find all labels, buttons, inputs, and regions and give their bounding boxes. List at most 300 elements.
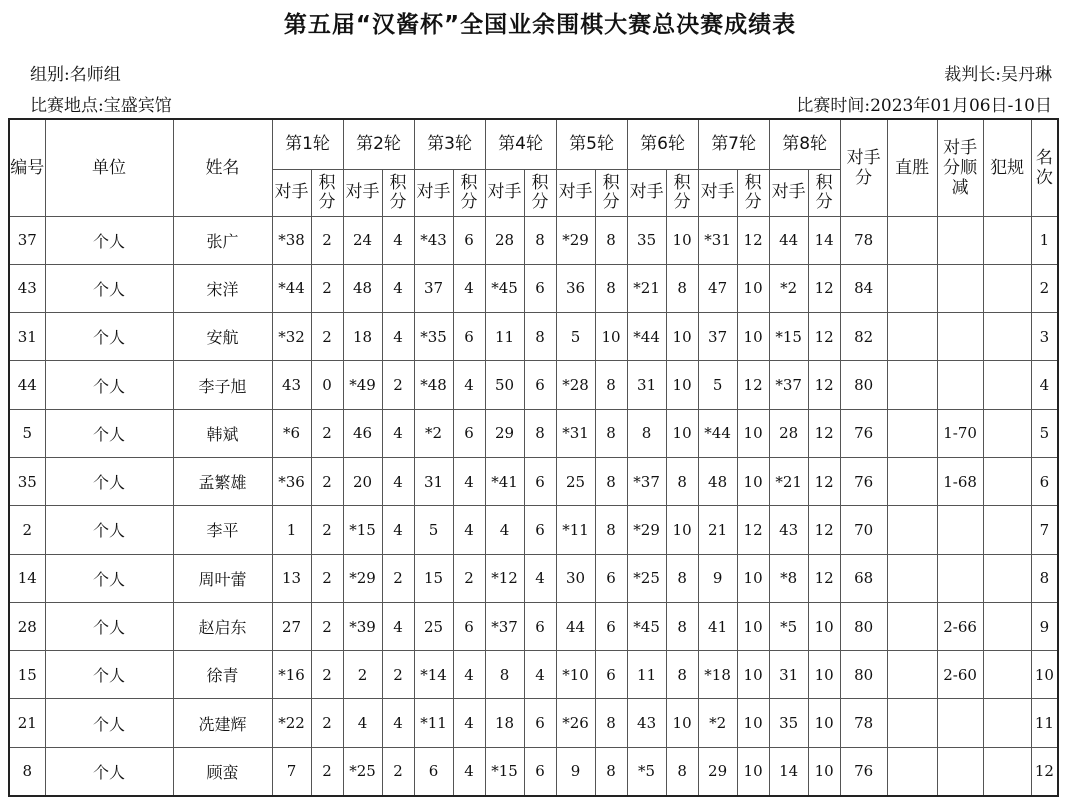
cell-points: 4 [524,554,556,602]
cell-points: 4 [453,699,485,747]
cell-points: 6 [524,506,556,554]
cell-opponent: *35 [414,313,453,361]
cell-opponent: 50 [485,361,524,409]
cell-name: 安航 [173,313,272,361]
cell-points: 8 [666,602,698,650]
cell-points: 10 [808,651,840,699]
cell-rank: 4 [1031,361,1058,409]
results-table [8,118,1059,797]
cell-opponent: 36 [556,264,595,312]
date-label: 比赛时间:2023年01月06日-10日 [796,96,1052,116]
cell-opponent: 6 [414,747,453,795]
cell-direct-win [887,747,937,795]
cell-points: 6 [524,747,556,795]
cell-rank: 7 [1031,506,1058,554]
cell-opponent: 41 [698,602,737,650]
cell-opponent-tiebreak [937,264,983,312]
cell-points: 0 [311,361,343,409]
cell-opponent: *15 [343,506,382,554]
cell-points: 2 [311,554,343,602]
cell-opponent: 18 [343,313,382,361]
cell-opponent: 15 [414,554,453,602]
cell-points: 10 [808,699,840,747]
cell-points: 2 [382,554,414,602]
subheader-opponent: 对手 [343,169,382,216]
cell-opponent-score: 84 [840,264,887,312]
cell-opponent: 47 [698,264,737,312]
header-round-3: 第3轮 [414,119,485,169]
cell-opponent: *28 [556,361,595,409]
cell-opponent: 48 [343,264,382,312]
header-unit: 单位 [45,119,173,216]
results-body [9,216,1058,796]
cell-opponent: 5 [414,506,453,554]
subheader-points: 积分 [808,169,840,216]
cell-opponent: 25 [414,602,453,650]
header-round-1: 第1轮 [272,119,343,169]
cell-points: 2 [311,747,343,795]
cell-points: 10 [666,313,698,361]
cell-points: 4 [453,747,485,795]
cell-foul [983,554,1031,602]
cell-opponent: *11 [414,699,453,747]
cell-opponent: 29 [485,409,524,457]
cell-opponent-score: 70 [840,506,887,554]
cell-foul [983,506,1031,554]
cell-opponent: 21 [698,506,737,554]
cell-opponent-score: 80 [840,602,887,650]
cell-opponent: *25 [343,747,382,795]
cell-direct-win [887,313,937,361]
cell-opponent: 8 [627,409,666,457]
cell-opponent: 25 [556,457,595,505]
cell-points: 8 [666,554,698,602]
cell-unit: 个人 [45,554,173,602]
cell-opponent: *49 [343,361,382,409]
cell-unit: 个人 [45,506,173,554]
cell-opponent: *36 [272,457,311,505]
cell-points: 4 [382,216,414,264]
cell-opponent: 37 [414,264,453,312]
cell-points: 2 [311,699,343,747]
cell-opponent: *48 [414,361,453,409]
cell-rank: 12 [1031,747,1058,795]
cell-opponent-tiebreak [937,313,983,361]
cell-opponent: *31 [556,409,595,457]
cell-opponent: 14 [769,747,808,795]
cell-points: 10 [666,506,698,554]
cell-opponent: 8 [485,651,524,699]
cell-foul [983,602,1031,650]
cell-points: 6 [453,216,485,264]
subheader-points: 积分 [595,169,627,216]
cell-number: 21 [9,699,45,747]
cell-points: 2 [382,651,414,699]
cell-number: 8 [9,747,45,795]
cell-opponent: *6 [272,409,311,457]
cell-name: 张广 [173,216,272,264]
cell-points: 2 [311,216,343,264]
cell-opponent: *12 [485,554,524,602]
cell-points: 10 [666,699,698,747]
cell-opponent: *5 [627,747,666,795]
subheader-opponent: 对手 [272,169,311,216]
cell-name: 韩斌 [173,409,272,457]
cell-points: 6 [524,264,556,312]
cell-opponent: 28 [769,409,808,457]
cell-name: 冼建辉 [173,699,272,747]
cell-points: 10 [737,264,769,312]
cell-opponent: *5 [769,602,808,650]
cell-points: 4 [382,409,414,457]
cell-points: 12 [808,264,840,312]
cell-points: 12 [808,554,840,602]
cell-points: 6 [595,651,627,699]
cell-opponent: *38 [272,216,311,264]
cell-points: 2 [382,747,414,795]
cell-number: 5 [9,409,45,457]
cell-opponent: *22 [272,699,311,747]
cell-name: 徐青 [173,651,272,699]
cell-foul [983,457,1031,505]
cell-opponent-tiebreak: 1-70 [937,409,983,457]
cell-opponent: 43 [272,361,311,409]
cell-opponent-tiebreak [937,747,983,795]
cell-rank: 5 [1031,409,1058,457]
cell-points: 12 [737,216,769,264]
cell-opponent: 30 [556,554,595,602]
cell-number: 43 [9,264,45,312]
cell-name: 李平 [173,506,272,554]
cell-opponent: 37 [698,313,737,361]
cell-opponent: 20 [343,457,382,505]
cell-opponent: 18 [485,699,524,747]
cell-points: 6 [453,313,485,361]
cell-rank: 11 [1031,699,1058,747]
page-title: 第五届“汉酱杯”全国业余围棋大赛总决赛成绩表 [283,12,797,38]
header-round-6: 第6轮 [627,119,698,169]
subheader-points: 积分 [453,169,485,216]
cell-points: 8 [595,747,627,795]
cell-opponent: *21 [627,264,666,312]
cell-unit: 个人 [45,361,173,409]
cell-opponent: 5 [698,361,737,409]
table-row [9,313,1058,361]
table-row [9,554,1058,602]
cell-points: 4 [453,506,485,554]
cell-points: 8 [595,409,627,457]
cell-foul [983,747,1031,795]
header-foul: 犯规 [983,119,1031,216]
cell-opponent: 29 [698,747,737,795]
cell-points: 4 [524,651,556,699]
cell-opponent: *18 [698,651,737,699]
cell-points: 4 [453,264,485,312]
cell-points: 4 [453,651,485,699]
cell-points: 10 [737,457,769,505]
cell-opponent-tiebreak: 2-60 [937,651,983,699]
cell-opponent-score: 82 [840,313,887,361]
cell-number: 37 [9,216,45,264]
header-round-2: 第2轮 [343,119,414,169]
table-row [9,409,1058,457]
cell-direct-win [887,506,937,554]
cell-opponent: 46 [343,409,382,457]
cell-number: 35 [9,457,45,505]
cell-opponent-tiebreak [937,554,983,602]
cell-opponent: *44 [272,264,311,312]
cell-points: 6 [524,361,556,409]
cell-points: 6 [524,699,556,747]
cell-opponent: *25 [627,554,666,602]
cell-direct-win [887,554,937,602]
cell-points: 8 [595,506,627,554]
subheader-points: 积分 [737,169,769,216]
cell-opponent: *37 [627,457,666,505]
cell-opponent: *39 [343,602,382,650]
cell-number: 14 [9,554,45,602]
cell-unit: 个人 [45,264,173,312]
cell-opponent: *37 [769,361,808,409]
header-opponent-score: 对手分 [840,119,887,216]
cell-opponent-tiebreak [937,361,983,409]
cell-foul [983,216,1031,264]
cell-points: 8 [666,651,698,699]
cell-points: 12 [737,361,769,409]
cell-number: 15 [9,651,45,699]
cell-opponent: *8 [769,554,808,602]
cell-points: 8 [595,361,627,409]
cell-rank: 2 [1031,264,1058,312]
cell-opponent: 9 [556,747,595,795]
cell-opponent: 31 [414,457,453,505]
cell-points: 6 [524,457,556,505]
cell-number: 2 [9,506,45,554]
cell-unit: 个人 [45,409,173,457]
cell-opponent: 9 [698,554,737,602]
cell-opponent: *44 [698,409,737,457]
table-row [9,506,1058,554]
cell-name: 赵启东 [173,602,272,650]
cell-unit: 个人 [45,457,173,505]
cell-number: 31 [9,313,45,361]
subheader-opponent: 对手 [627,169,666,216]
cell-opponent: *37 [485,602,524,650]
cell-direct-win [887,457,937,505]
cell-points: 10 [808,602,840,650]
cell-opponent: 35 [627,216,666,264]
header-direct-win: 直胜 [887,119,937,216]
cell-points: 8 [595,216,627,264]
cell-opponent: *11 [556,506,595,554]
cell-opponent-score: 80 [840,651,887,699]
cell-points: 4 [382,264,414,312]
header-opponent-tiebreak: 对手分顺减 [937,119,983,216]
cell-opponent-tiebreak: 2-66 [937,602,983,650]
cell-rank: 1 [1031,216,1058,264]
cell-opponent-score: 68 [840,554,887,602]
cell-opponent: 1 [272,506,311,554]
referee-label: 裁判长:吴丹琳 [944,65,1052,85]
table-row [9,602,1058,650]
cell-direct-win [887,699,937,747]
cell-number: 28 [9,602,45,650]
cell-unit: 个人 [45,313,173,361]
cell-points: 4 [382,699,414,747]
cell-opponent: *43 [414,216,453,264]
cell-points: 8 [524,313,556,361]
cell-direct-win [887,264,937,312]
cell-opponent: 13 [272,554,311,602]
cell-unit: 个人 [45,216,173,264]
cell-points: 4 [382,602,414,650]
cell-foul [983,651,1031,699]
cell-unit: 个人 [45,651,173,699]
cell-unit: 个人 [45,602,173,650]
cell-points: 12 [808,506,840,554]
cell-opponent: *26 [556,699,595,747]
cell-unit: 个人 [45,699,173,747]
cell-opponent: *41 [485,457,524,505]
cell-points: 2 [311,457,343,505]
cell-opponent: *16 [272,651,311,699]
cell-opponent: 43 [627,699,666,747]
cell-opponent: *2 [769,264,808,312]
cell-opponent: *45 [485,264,524,312]
cell-name: 孟繁雄 [173,457,272,505]
cell-opponent: *2 [414,409,453,457]
header-round-7: 第7轮 [698,119,769,169]
cell-opponent: *29 [556,216,595,264]
cell-points: 10 [737,409,769,457]
cell-opponent: 11 [627,651,666,699]
cell-points: 12 [808,409,840,457]
cell-direct-win [887,216,937,264]
cell-points: 10 [737,651,769,699]
cell-opponent: 4 [485,506,524,554]
cell-opponent: 48 [698,457,737,505]
cell-opponent: *44 [627,313,666,361]
cell-points: 2 [453,554,485,602]
cell-points: 10 [666,216,698,264]
header-name: 姓名 [173,119,272,216]
cell-opponent-tiebreak [937,699,983,747]
venue-label: 比赛地点:宝盛宾馆 [30,96,172,116]
cell-points: 8 [524,216,556,264]
cell-opponent-score: 80 [840,361,887,409]
subheader-opponent: 对手 [485,169,524,216]
cell-opponent: 2 [343,651,382,699]
cell-opponent-tiebreak: 1-68 [937,457,983,505]
header-rank: 名次 [1031,119,1058,216]
cell-opponent: 44 [556,602,595,650]
cell-opponent-score: 78 [840,699,887,747]
cell-points: 4 [382,506,414,554]
cell-points: 10 [737,554,769,602]
subheader-points: 积分 [382,169,414,216]
cell-points: 2 [311,506,343,554]
cell-opponent: *31 [698,216,737,264]
cell-opponent: *32 [272,313,311,361]
cell-points: 10 [666,361,698,409]
cell-points: 8 [595,457,627,505]
cell-opponent: *15 [769,313,808,361]
cell-points: 2 [311,313,343,361]
cell-points: 4 [453,361,485,409]
cell-points: 6 [524,602,556,650]
table-row [9,264,1058,312]
header-number: 编号 [9,119,45,216]
cell-unit: 个人 [45,747,173,795]
table-row [9,747,1058,795]
group-label: 组别:名师组 [30,65,121,85]
cell-points: 12 [808,361,840,409]
header-round-5: 第5轮 [556,119,627,169]
subheader-points: 积分 [311,169,343,216]
subheader-opponent: 对手 [556,169,595,216]
cell-opponent: 11 [485,313,524,361]
cell-points: 14 [808,216,840,264]
cell-points: 10 [737,602,769,650]
cell-opponent-score: 76 [840,747,887,795]
subheader-opponent: 对手 [698,169,737,216]
subheader-opponent: 对手 [414,169,453,216]
cell-points: 8 [595,264,627,312]
cell-direct-win [887,602,937,650]
cell-name: 李子旭 [173,361,272,409]
cell-rank: 6 [1031,457,1058,505]
cell-opponent: *29 [343,554,382,602]
cell-number: 44 [9,361,45,409]
table-row [9,651,1058,699]
cell-points: 8 [524,409,556,457]
cell-rank: 8 [1031,554,1058,602]
cell-opponent: *29 [627,506,666,554]
cell-opponent-score: 78 [840,216,887,264]
cell-opponent: *14 [414,651,453,699]
subheader-points: 积分 [666,169,698,216]
cell-points: 10 [666,409,698,457]
cell-points: 8 [595,699,627,747]
cell-opponent: 7 [272,747,311,795]
cell-direct-win [887,651,937,699]
cell-opponent: 31 [627,361,666,409]
cell-points: 10 [808,747,840,795]
cell-points: 8 [666,264,698,312]
cell-name: 顾蛮 [173,747,272,795]
cell-points: 10 [737,747,769,795]
cell-points: 6 [453,602,485,650]
cell-foul [983,361,1031,409]
cell-opponent: *15 [485,747,524,795]
cell-points: 2 [382,361,414,409]
cell-points: 10 [595,313,627,361]
cell-points: 2 [311,409,343,457]
cell-name: 周叶蕾 [173,554,272,602]
cell-opponent: *21 [769,457,808,505]
cell-points: 6 [595,602,627,650]
cell-points: 10 [737,699,769,747]
cell-direct-win [887,361,937,409]
cell-opponent: 31 [769,651,808,699]
cell-opponent-tiebreak [937,506,983,554]
cell-points: 4 [382,313,414,361]
cell-opponent: 43 [769,506,808,554]
cell-points: 6 [595,554,627,602]
cell-direct-win [887,409,937,457]
cell-opponent: *45 [627,602,666,650]
cell-foul [983,409,1031,457]
